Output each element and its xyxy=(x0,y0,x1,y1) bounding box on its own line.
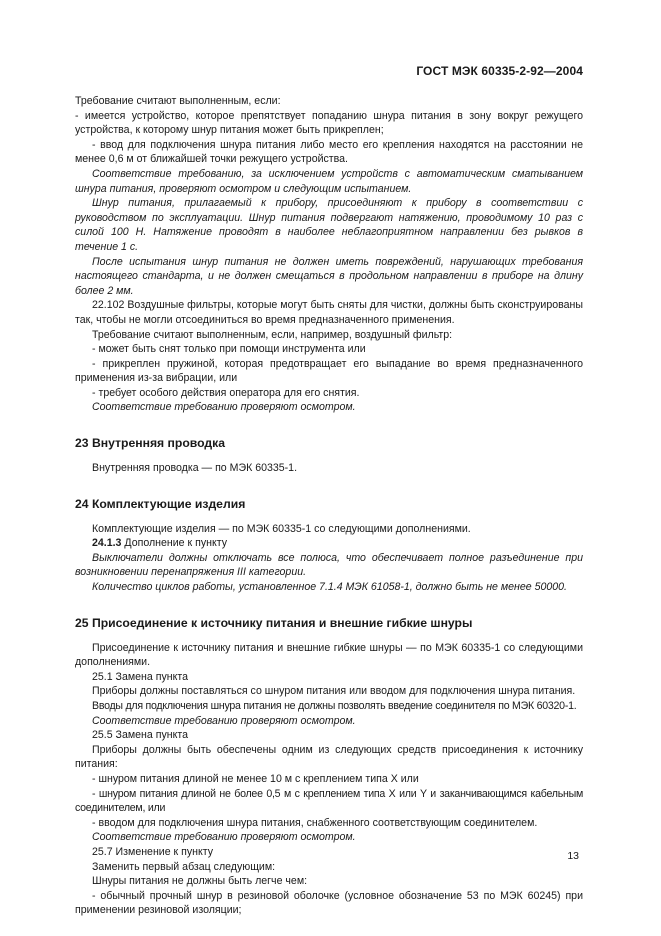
clause-25-1: 25.1 Замена пункта xyxy=(92,670,188,683)
section-heading-24: 24 Комплектующие изделия xyxy=(75,496,246,511)
paragraph: Вводы для подключения шнура питания не должны позволять введение соединителя по МЭК 60320-1. xyxy=(92,700,577,712)
paragraph: Требование считают выполненным, если: xyxy=(75,95,281,107)
list-item: - шнуром питания длиной не менее 10 м с креплением типа X или xyxy=(92,772,419,785)
document-header: ГОСТ МЭК 60335-2-92—2004 xyxy=(416,64,583,78)
paragraph: Шнуры питания не должны быть легче чем: xyxy=(92,875,308,888)
list-item: - вводом для подключения шнура питания, снабженного соответствующим соединителем. xyxy=(92,816,538,829)
paragraph: Присоединение к источнику питания и внешние гибкие шнуры — по МЭК 60335-1 со следующими дополнениями. xyxy=(75,641,583,669)
clause-24-1-3: 24.1.3 Дополнение к пункту xyxy=(92,537,228,550)
clause-25-5: 25.5 Замена пункта xyxy=(92,729,188,742)
paragraph: Приборы должны поставляться со шнуром питания или вводом для подключения шнура питания. xyxy=(92,685,576,698)
list-item: - имеется устройство, которое препятствует попаданию шнура питания в зону вокруг режущего устройства, к которому шнур питания может быть прикреплен; xyxy=(75,109,583,137)
paragraph: Внутренняя проводка — по МЭК 60335-1. xyxy=(92,462,298,475)
italic-paragraph: Количество циклов работы, установленное 7.1.4 МЭК 61058-1, должно быть не менее 50000. xyxy=(92,581,567,594)
italic-paragraph: Соответствие требованию, за исключением устройств с автоматическим сматыванием шнура питания, проверяют осмотром и следующим испытанием. xyxy=(75,167,583,195)
list-item: - ввод для подключения шнура питания либо место его крепления находятся на расстоянии не менее 0,6 м от ближайшей точки режущего устройства. xyxy=(75,138,583,166)
italic-paragraph: Соответствие требованию проверяют осмотром. xyxy=(92,714,356,727)
italic-paragraph: Соответствие требованию проверяют осмотром. xyxy=(92,831,356,844)
section-heading-25: 25 Присоединение к источнику питания и внешние гибкие шнуры xyxy=(75,615,473,630)
italic-paragraph: После испытания шнур питания не должен иметь повреждений, нарушающих требования настоящего стандарта, и не должен смещаться в продольном направлении в приборе на длину более 2 мм. xyxy=(75,255,583,297)
italic-paragraph: Соответствие требованию проверяют осмотром. xyxy=(92,401,356,414)
paragraph: Комплектующие изделия — по МЭК 60335-1 со следующими дополнениями. xyxy=(92,522,471,535)
list-item: - шнуром питания длиной не более 0,5 м с креплением типа X или Y и заканчивающимся кабельным соединителем, или xyxy=(75,787,583,815)
clause-25-7: 25.7 Изменение к пункту xyxy=(92,845,214,858)
italic-paragraph: Выключатели должны отключать все полюса, что обеспечивает полное разъединение при возникновении перенапряжения III категории. xyxy=(75,551,583,579)
section-heading-23: 23 Внутренняя проводка xyxy=(75,436,226,451)
paragraph: Приборы должны быть обеспечены одним из следующих средств присоединения к источнику питания: xyxy=(75,743,583,771)
clause-number: 24.1.3 xyxy=(92,537,122,550)
document-body xyxy=(75,94,583,918)
clause-22-102: 22.102 Воздушные фильтры, которые могут быть сняты для чистки, должны быть сконструированы так, чтобы не могли отсоединиться во время предназначенного применения. xyxy=(75,299,583,326)
list-item: - может быть снят только при помощи инструмента или xyxy=(92,343,366,356)
paragraph: Заменить первый абзац следующим: xyxy=(92,860,276,873)
list-item: - обычный прочный шнур в резиновой оболочке (условное обозначение 53 по МЭК 60245) при применении резиновой изоляции; xyxy=(75,889,583,917)
page-number: 13 xyxy=(567,850,579,862)
list-item: - требует особого действия оператора для его снятия. xyxy=(92,386,360,399)
list-item: - прикреплен пружиной, которая предотвращает его выпадание во время предназначенного применения из-за вибрации, или xyxy=(75,357,583,385)
paragraph: Требование считают выполненным, если, например, воздушный фильтр: xyxy=(92,328,453,341)
italic-paragraph: Шнур питания, прилагаемый к прибору, присоединяют к прибору в соответствии с руководством по эксплуатации. Шнур питания подвергают натяжению, проводимому 10 раз с силой 100 Н. Натяжение проводят в наиболее неблагоприятном направлении без рывков в течение 1 с. xyxy=(75,197,583,253)
